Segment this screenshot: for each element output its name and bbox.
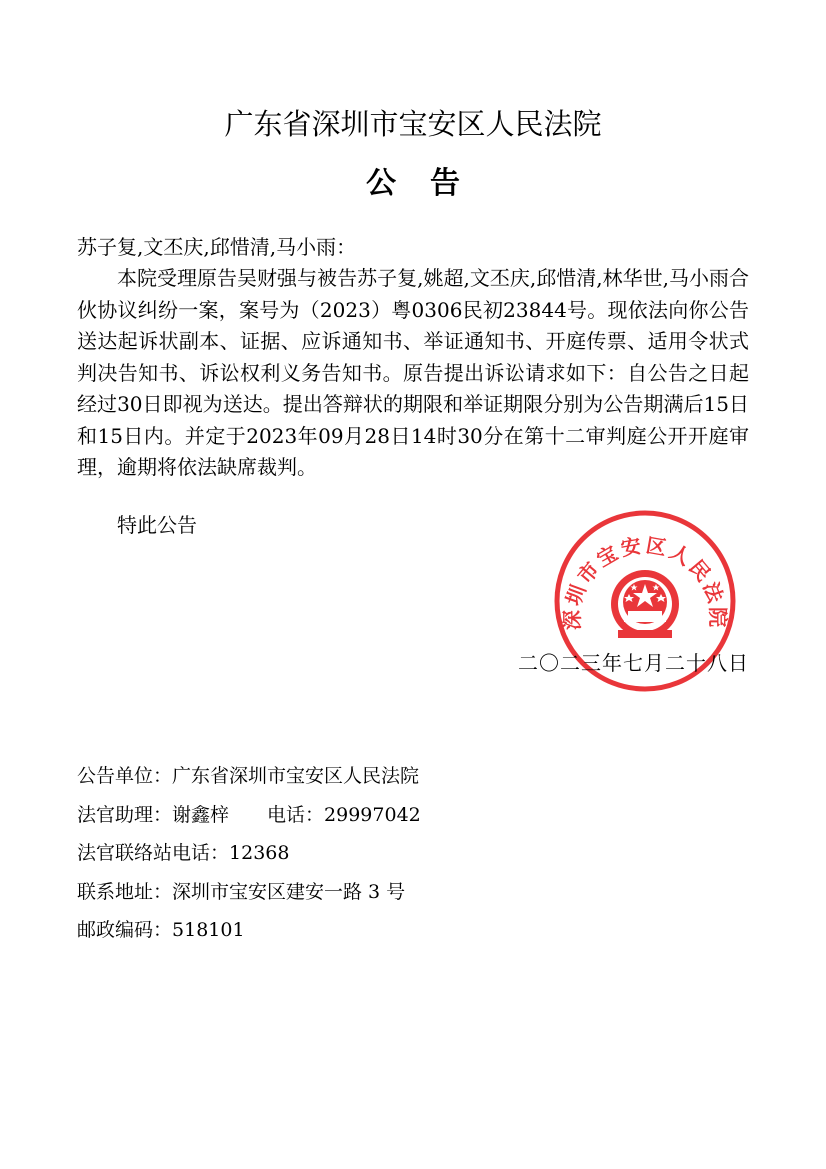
hotline-value: 12368 — [229, 842, 290, 864]
national-emblem-icon — [611, 570, 679, 638]
address-label: 联系地址： — [77, 880, 173, 903]
address-row — [77, 873, 421, 912]
phone-value: 29997042 — [324, 803, 421, 826]
publishing-unit-row — [77, 757, 421, 796]
judge-assistant-value: 谢鑫梓 — [172, 803, 230, 826]
notice-date: 二〇二三年七月二十八日 — [518, 651, 749, 675]
phone-label: 电话： — [267, 803, 325, 826]
notice-body: 本院受理原告吴财强与被告苏子复,姚超,文丕庆,邱惜清,林华世,马小雨合伙协议纠纷一案，案号为（2023）粤0306民初23844号。现依法向你公告送达起诉状副本、证据、应诉通知书、举证通知书、开庭传票、适用令状式判决告知书、诉讼权利义务告知书。原告提出诉讼请求如下：自公告之日起经过30日即视为送达。提出答辩状的期限和举证期限分别为公告期满后15日和15日内。并定于2023年09月28日14时30分在第十二审判庭公开开庭审理，逾期将依法缺席裁判。 — [77, 266, 749, 479]
postcode-value: 518101 — [172, 919, 245, 941]
closing-line: 特此公告 — [117, 513, 197, 537]
hotline-row — [77, 834, 421, 873]
postcode-label: 邮政编码： — [77, 919, 173, 941]
judge-assistant-row — [77, 796, 421, 835]
notice-title: 公告 — [366, 166, 494, 201]
address-value: 深圳市宝安区建安一路 3 号 — [172, 880, 406, 903]
judge-assistant-label: 法官助理： — [77, 803, 173, 826]
publishing-unit-value: 广东省深圳市宝安区人民法院 — [172, 765, 420, 787]
court-name-heading: 广东省深圳市宝安区人民法院 — [224, 107, 602, 141]
hotline-label: 法官联络站电话： — [77, 842, 230, 864]
postcode-row — [77, 911, 421, 950]
publishing-unit-label: 公告单位： — [77, 765, 173, 787]
seal-text: 深圳市宝安区人民法院 — [559, 532, 731, 631]
addressee-line: 苏子复,文丕庆,邱惜清,马小雨： — [77, 235, 357, 259]
contact-footer — [77, 757, 421, 950]
